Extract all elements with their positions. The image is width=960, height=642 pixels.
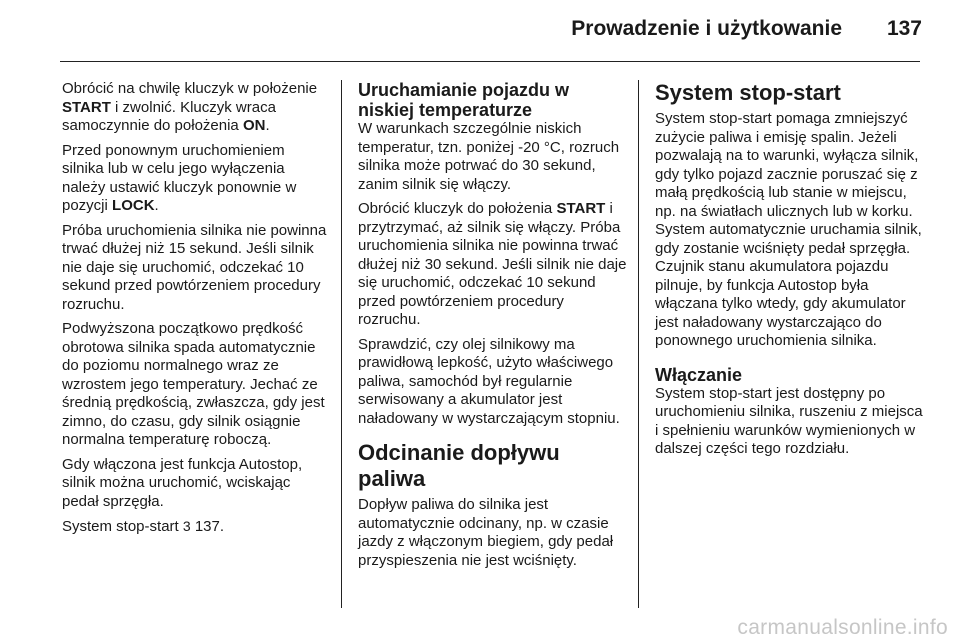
paragraph: Próba uruchomienia silnika nie powinna trwać dłużej niż 15 sekund. Jeśli silnik nie daje się uruchomić, odczekać 10 sekund przed powtórzeniem procedury rozruchu. xyxy=(62,221,327,313)
key-position-lock: LOCK xyxy=(112,197,155,214)
paragraph: System stop-start jest dostępny po uruchomieniu silnika, ruszeniu z miejsca i spełnieniu warunków wymienionych w dalszej części tego rozdziału. xyxy=(655,384,923,457)
paragraph: Dopływ paliwa do silnika jest automatycznie odcinany, np. w czasie jazdy z włączonym biegiem, gdy pedał przyspieszenia nie jest wciśnięty. xyxy=(358,496,614,569)
cross-reference: System stop-start 3 137. xyxy=(62,518,225,535)
key-position-start: START xyxy=(556,200,606,217)
paragraph: Obrócić na chwilę kluczyk w położenie START i zwolnić. Kluczyk wraca samoczynnie do położenia ON. xyxy=(62,80,318,134)
column-right xyxy=(655,80,923,465)
column-left xyxy=(62,80,330,543)
section-title: System stop-start xyxy=(655,80,841,105)
section-title: Odcinanie dopływu paliwa xyxy=(358,440,560,491)
column-divider xyxy=(341,80,342,608)
key-position-on: ON xyxy=(242,117,266,134)
paragraph: Sprawdzić, czy olej silnikowy ma prawidłową lepkość, użyto właściwego paliwa, samochód był regularnie serwisowany a akumulator jest naładowany w wystarczającym stopniu. xyxy=(358,335,620,427)
header-divider xyxy=(60,61,920,62)
paragraph: W warunkach szczególnie niskich temperatur, tzn. poniżej -20 °C, rozruch silnika może potrwać do 30 sekund, zanim silnik się włączy. xyxy=(358,120,620,193)
header-title: Prowadzenie i użytkowanie xyxy=(571,17,842,40)
paragraph: Obrócić kluczyk do położenia START i przytrzymać, aż silnik się włączy. Próba uruchomienia silnika nie powinna trwać dłużej niż 30 sekund. Jeśli silnik nie daje się uruchomić, odczekać 10 sekund przed powtórzeniem procedury rozruchu. xyxy=(358,200,627,328)
page-header xyxy=(0,0,960,60)
column-middle xyxy=(358,80,630,576)
page-ref-icon: 3 xyxy=(182,518,191,534)
page-number: 137 xyxy=(886,17,922,40)
paragraph: Podwyższona początkowo prędkość obrotowa silnika spada automatycznie do poziomu normalnego wraz ze wzrostem jego temperatury. Jechać ze średnią prędkością, zwłaszcza, gdy jest zimno, do czasu, gdy silnik osiągnie normalna temperaturę roboczą. xyxy=(62,320,325,448)
paragraph: Gdy włączona jest funkcja Autostop, silnik można uruchomić, wciskając pedał sprzęgła. xyxy=(62,455,303,510)
section-heading: Włączanie xyxy=(655,364,743,385)
column-divider xyxy=(638,80,639,608)
section-heading: Uruchamianie pojazdu w niskiej temperaturze xyxy=(358,80,570,120)
paragraph: System stop-start pomaga zmniejszyć zużycie paliwa i emisję spalin. Jeżeli pozwalają na to warunki, wyłącza silnik, gdy tylko pojazd zacznie poruszać się z małą prędkością lub stanie w miejscu, np. na światłach ulicznych lub w korku. System automatycznie uruchamia silnik, gdy zostanie wciśnięty pedał sprzęgła. Czujnik stanu akumulatora pojazdu pilnuje, by funkcja Autostop była włączana tylko wtedy, gdy akumulator jest naładowany wystarczająco do ponownego uruchomienia silnika. xyxy=(655,110,922,349)
paragraph: Przed ponownym uruchomieniem silnika lub w celu jego wyłączenia należy ustawić kluczyk ponownie w pozycji LOCK. xyxy=(62,141,297,214)
watermark: carmanualsonline.info xyxy=(737,616,948,639)
key-position-start: START xyxy=(62,98,111,116)
